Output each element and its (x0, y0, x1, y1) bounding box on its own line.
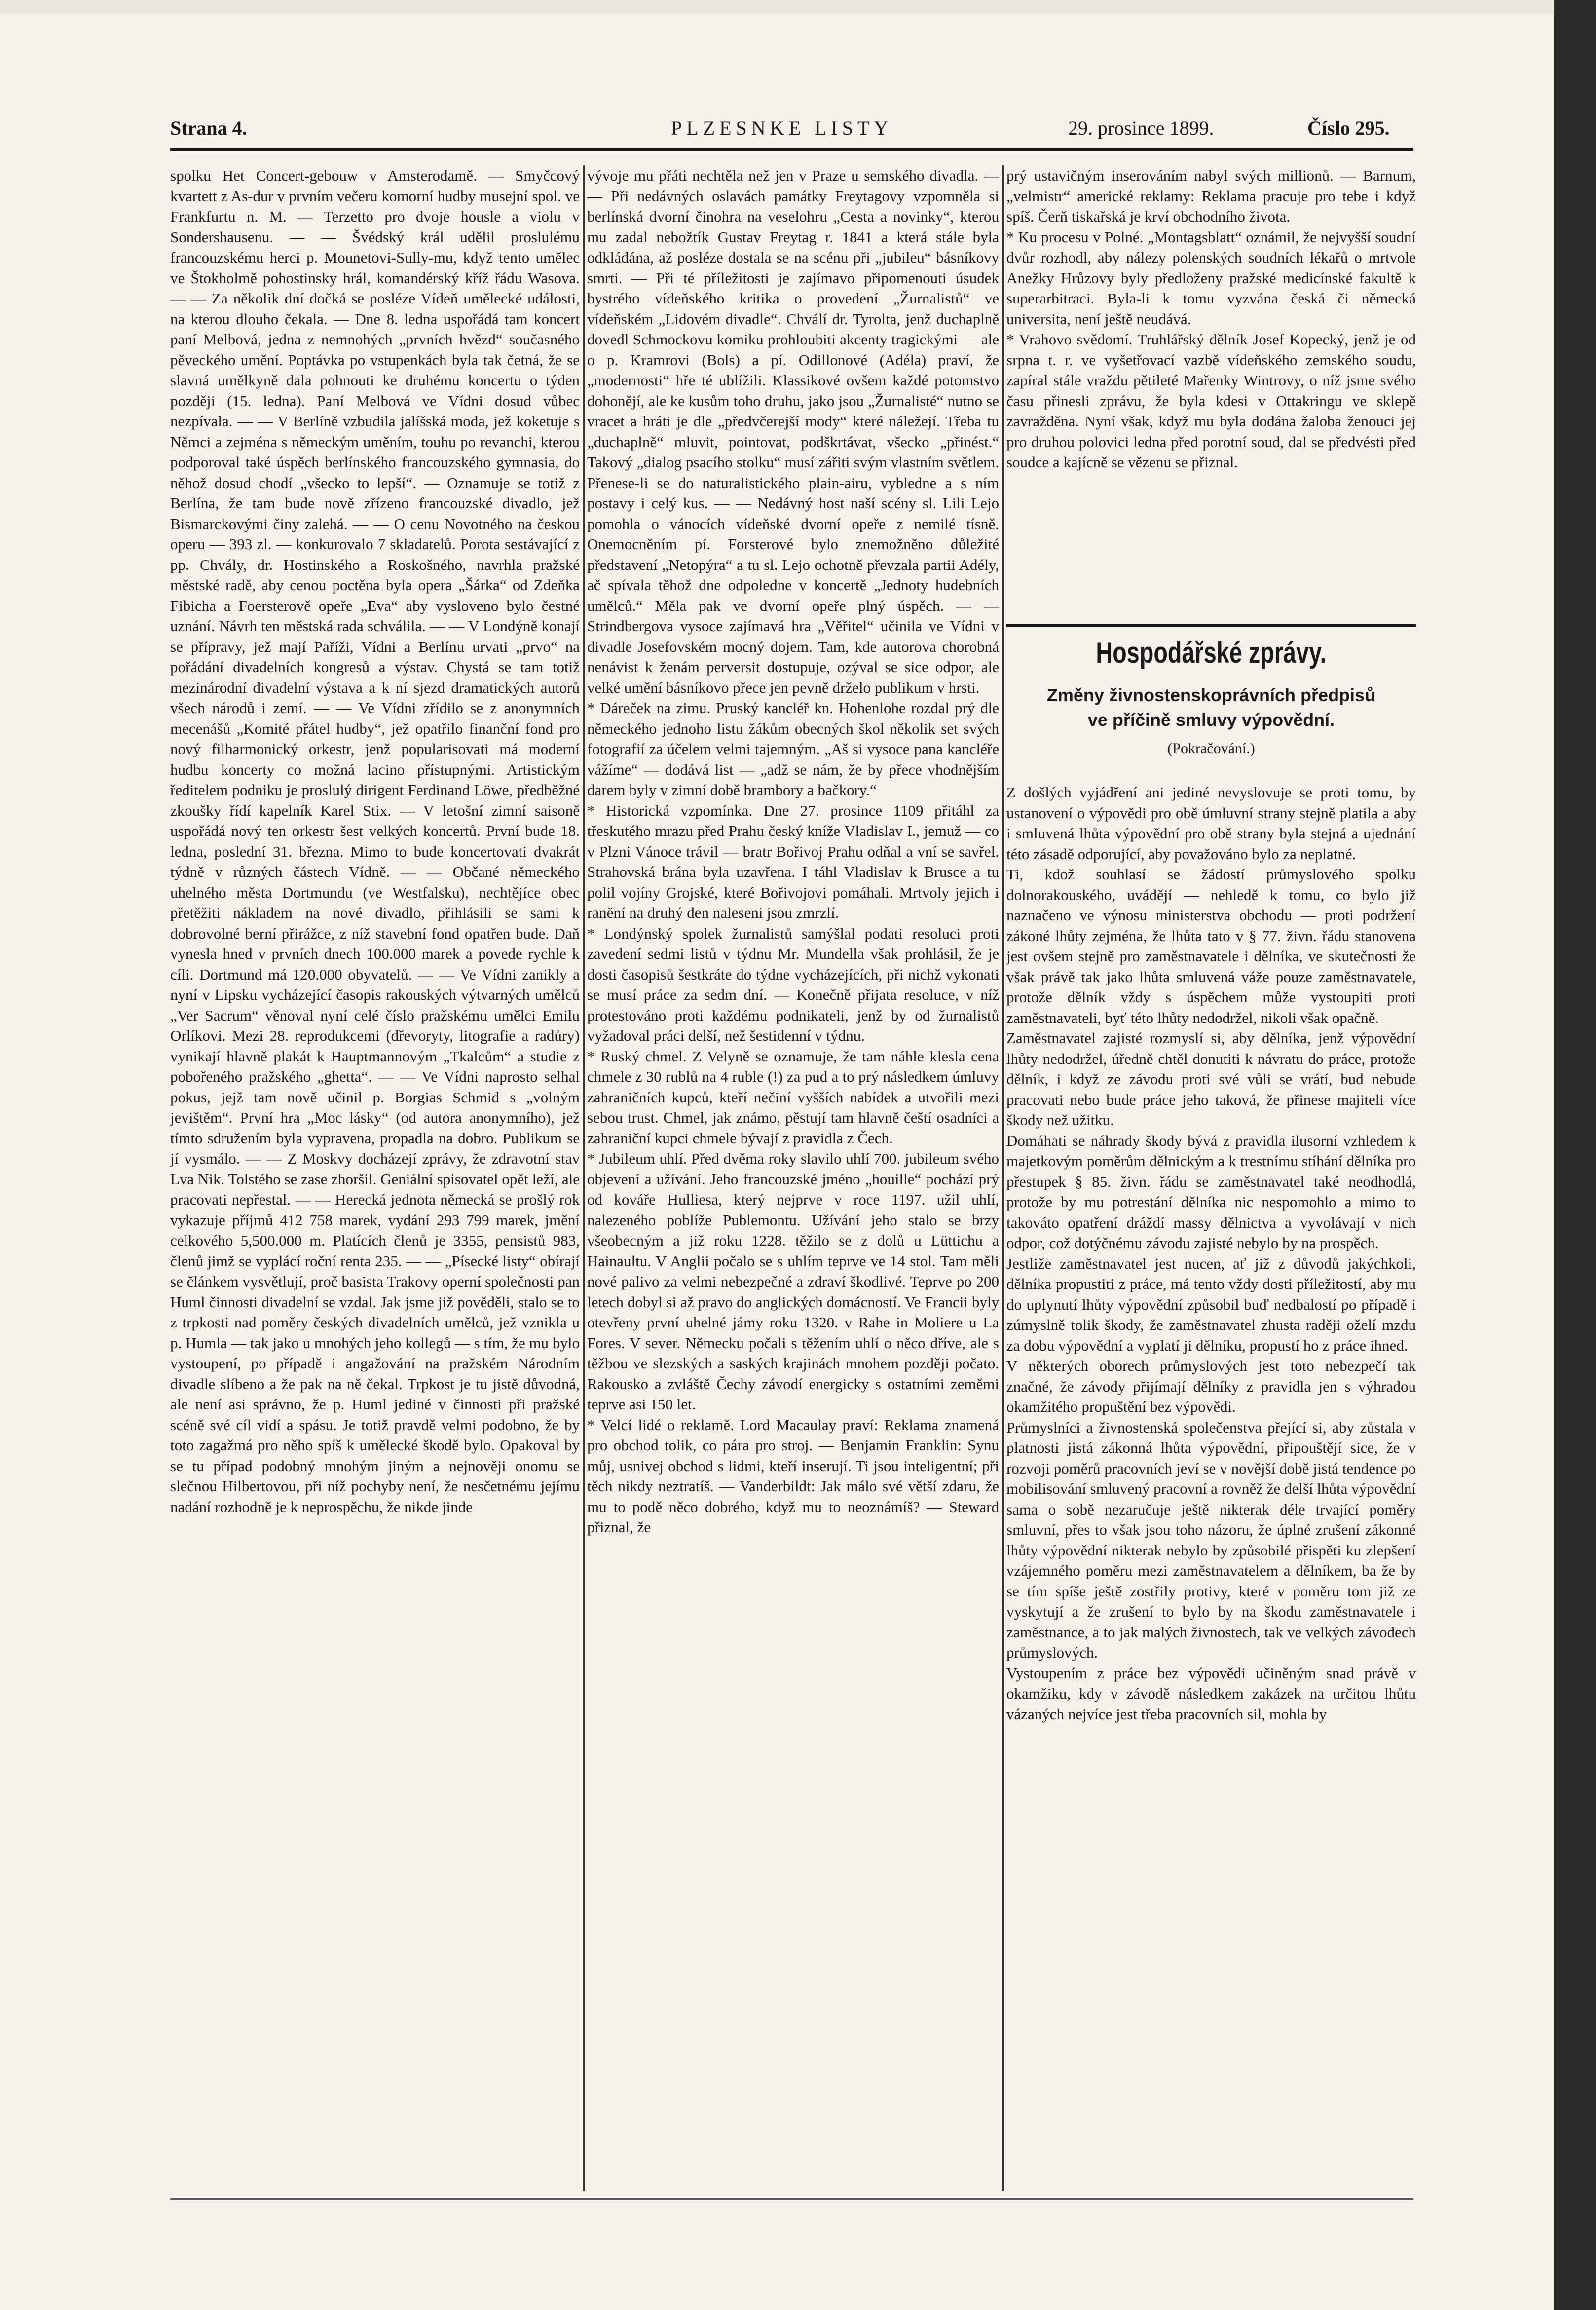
section-heading: Hospodářské zprávy. (1096, 636, 1327, 669)
column-3-article-body: Z došlých vyjádření ani jediné nevyslovuje se proti tomu, by ustanovení o výpovědi pro obě úmluvní strany stejně platila a aby i smluvená lhůta výpovědní pro obě strany byla stejná a ujednání této zásadě odporující, aby považováno bylo za neplatné. Ti, kdož souhlasí se žádostí průmyslového spolku dolnorakouského, uvádějí — nehledě k tomu, co bylo již naznačeno ve výnosu ministerstva obchodu — proti podržení zákoné lhůty zejména, že lhůta tato v § 77. živn. řádu stanovena jest ovšem stejně pro zaměstnavatele i dělníka, ve skutečnosti že však právě tak jako lhůta smluvená váže pouze zaměstnavatele, protože dělník vždy s úspěchem může vystoupiti proti zaměstnavateli, byť této lhůty nedodržel, nikoli však opačně. Zaměstnavatel zajisté rozmyslí si, aby dělníka, jenž výpovědní lhůty nedodržel, úředně chtěl donutiti k návratu do práce, protože dělník, i když ze závodu proti své vůli se vrátí, bud nebude pracovati nebo bude práce jeho taková, že přinese majiteli více škody než užitku. Domáhati se náhrady škody bývá z pravidla ilusorní vzhledem k majetkovým poměrům dělnickým a k trestnímu stíhání dělníka pro přestupek § 85. živn. řádu se zaměstnavatel také neodhodlá, protože by mu potrestání dělníka nic nespomohlo a mimo to takováto opatření dráždí massy dělnictva a vyvolávají v nich odpor, což dotýčnému závodu zajisté nebylo by na prospěch. Jestliže zaměstnavatel jest nucen, ať již z důvodů jakýchkoli, dělníka propustiti z práce, má tento vždy dosti příležitostí, aby mu do uplynutí lhůty výpovědní způsobil buď nedbalostí po případě i zúmyslně tolik škody, že zaměstnavatel zhusta raději oželí mzdu za dobu výpovědní a vyplatí ji dělníku, propustí ho z práce ihned. V některých oborech průmyslových jest toto nebezpečí tak značné, že závody přijímají dělníky z pravidla jen s výhradou okamžitého propuštění bez výpovědi. Průmyslníci a živnostenská společenstva přející si, aby zůstala v platnosti jistá zákonná lhůta výpovědní, připouštějí sice, že v rozvoji poměrů pracovních jeví se v novější době jistá tendence po mobilisování smluvený pracovní a rovněž že delší lhůta výpovědní sama o sobě nezaručuje ještě nikterak déle trvající poměry smluvní, přes to však jsou toho názoru, že úplné zrušení zákonné lhůty výpovědní nikterak nebylo by způsobilé přispěti ku zlepšení vzájemného poměru mezi zaměstnavatelem a dělníkem, ba že by se tím spíše ještě zostřily protivy, které v poměru tom již ze vyskytují a že zrušení to bylo by na škodu zaměstnavatele i zaměstnance, a to jak malých živnostech, tak ve velkých závodech průmyslových. Vystoupením z práce bez výpovědi učiněným snad právě v okamžiku, kdy v závodě následkem zakázek na určitou lhůtu vázaných nejvíce jest třeba pracovních sil, mohla by (1006, 784, 1416, 1723)
column-2-body: vývoje mu přáti nechtěla než jen v Praze u semského divadla. — — Při nedávných oslavách památky Freytagovy vzpomněla si berlínská dvorní činohra na veselohru „Cesta a novinky“, kterou mu zadal nebožtík Gustav Freytag r. 1841 a která stále byla odkládána, až posléze dostala se na scénu při „jubileu“ básníkovy smrti. — Při té příležitosti je zajímavo připomenouti úsudek bystrého vídeňského kritika o provedení „Žurnalistů“ ve vídeňském „Lidovém divadle“. Chválí dr. Tyrolta, jenž duchaplně dovedl Schmockovu komiku prohloubiti akcenty tragickými — ale o p. Kramrovi (Bols) a pí. Odillonové (Adéla) praví, že „modernosti“ hře té ublížili. Klassikové ovšem každé potomstvo dohonějí, ale ke kusům toho druhu, jako jsou „Žurnalisté“ nutno se vracet a hráti je dle „předvčerejší mody“ které náležejí. Třeba tu „duchaplně“ mluvit, pointovat, podškrtávat, všecko „přinést.“ Takový „dialog psacího stolku“ musí zářiti svým vlastním světlem. Přenese-li se do naturalistického plain-airu, vybledne a s ním postavy i celý kus. — — Nedávný host naší scény sl. Lili Lejo pomohla o vánocích vídeňské dvorní opeře z nemilé tísně. Onemocněním pí. Forsterové bylo znemožněno důležité představení „Netopýra“ a tu sl. Lejo ochotně převzala partii Adély, ač spívala těhož dne odpoledne v koncertě „Jednoty hudebních umělců.“ Měla pak ve dvorní opeře plný úspěch. — — Strindbergova vysoce zajímavá hra „Věřitel“ učinila ve Vídni v divadle Josefovském mocný dojem. Tam, kde autorova chorobná nenávist k ženám perversit dostupuje, ozýval se sice odpor, ale velké umění básníkovo přece jen pevně drželo publikum v hrsti. * Dáreček na zimu. Pruský kancléř kn. Hohenlohe rozdal prý dle německého jednoho listu žákům obecných škol několik set svých fotografií za účelem velmi tajemným. „Aš si vysoce pana kancléře vážíme“ — dodává list — „adž se nám, že by přece vhodnějším darem byly v zimní době brambory a bačkory.“ * Historická vzpomínka. Dne 27. prosince 1109 přitáhl za třeskutého mrazu před Prahu český kníže Vladislav I., jemuž — co v Plzni Vánoce trávil — bratr Bořivoj Prahu odňal a vní se savřel. Strahovská brána byla uzavřena. I táhl Vladislav k Brusce a tu polil vojíny Grojské, které Bořivojovi pomáhali. Mrtvoly jejich i ranění na druhý den naleseni jsou zmrzlí. * Londýnský spolek žurnalistů samýšlal podati resoluci proti zavedení sedmi listů v týdnu Mr. Mundella však prohlásil, že je dosti časopisů šestkráte do týdne vycházejících, při nichž vykonati se musí práce za sedm dní. — Konečně přijata resoluce, v níž protestováno proti každému podnikateli, jenž by od žurnalistů vyžadoval práci delší, než šestidenní v týdnu. * Ruský chmel. Z Velyně se oznamuje, že tam náhle klesla cena chmele z 30 rublů na 4 ruble (!) za pud a to prý následkem úmluvy zahraničních kupců, kteří nečiní vyšších nabídek a utvořili mezi sebou trust. Chmel, jak známo, pěstují tam hlavně čeští osadníci a zahraniční kupci chmele bývají z pravidla z Čech. * Jubileum uhlí. Před dvěma roky slavilo uhlí 700. jubileum svého objevení a užívání. Jeho francouzské jméno „houille“ pochází prý od kováře Hulliesa, který nejprve v roce 1197. užil uhlí, nalezeného poblíže Publemontu. Užívání jeho stalo se brzy všeobecným a již roku 1228. těžilo se z dolů u Lüttichu a Hainaultu. V Anglii počalo se s uhlím teprve ve 14 stol. Tam měli nové palivo za velmi nebezpečné a zdraví škodlivé. Teprve po 200 letech dobyl si až pravo do anglických domácností. Ve Francii byly otevřeny první uhelné jámy roku 1320. v Rahe in Moliere u La Fores. V sever. Německu počali s těžením uhlí o něco dříve, ale s těžbou ve slezských a saských krajinách mnohem později počato. Rakousko a zvláště Čechy závodí energicky s ostatními zeměmi teprve asi 150 let. * Velcí lidé o reklamě. Lord Macaulay praví: Reklama znamená pro obchod tolik, co pára pro stroj. — Benjamin Franklin: Synu můj, usnivej obchod s lidmi, kteří inserují. Ti jsou inteligentní; při těch nikdy neztratíš. — Vanderbildt: Jak málo své větší zdaru, že mu to podě něco dobrého, když mu to neoznámíš? — Steward přiznal, že (587, 167, 999, 1536)
section-rule (1006, 624, 1416, 627)
scan-top-margin (0, 0, 1596, 14)
column-3-top-text (1006, 165, 1416, 619)
column-1-body: spolku Het Concert-gebouw v Amsterodamě. — Smyčcový kvartett z As-dur v prvním večeru komorní hudby musejní spol. ve Frankfurtu n. M. — Terzetto pro dvoje housle a violu v Sondershausenu. — — Švédský král udělil proslulému francouzskému herci p. Mounetovi-Sully-mu, když tento umělec ve Štokholmě pohostinsky hrál, komandérský kříž řádu Wasova. — — Za několik dní dočká se posléze Vídeň umělecké události, na kterou dlouho čekala. — Dne 8. ledna uspořádá tam koncert paní Melbová, jedna z nemnohých „prvních hvězd“ současného pěveckého umění. Poptávka po vstupenkách byla tak četná, že se slavná umělkyně dala pohnouti ke druhému koncertu o týden později (15. ledna). Paní Melbová ve Vídni dosud vůbec nezpívala. — — V Berlíně vzbudila jalíšská moda, jež koketuje s Němci a zejména s německým uměním, touhu po revanchi, kterou podporoval také úspěch berlínského francouzského gymnasia, do něhož dosud chodí „všecko to lepší“. — Oznamuje se totiž z Berlína, že tam bude nově zřízeno francouzské divadlo, jež Bismarckovými činy zalehá. — — O cenu Novotného na českou operu — 393 zl. — konkurovalo 7 skladatelů. Porota sestávající z pp. Chvály, dr. Hostinského a Roskošného, navrhla pražské městské radě, aby cenou poctěna byla opera „Šárka“ od Zdeňka Fibicha a Foersterově opeře „Eva“ aby vysloveno bylo čestné uznání. Návrh ten městská rada schválila. — — V Londýně konají se přípravy, jež mají Paříži, Vídni a Berlínu urvati „prvo“ na pořádání divadelních kongresů a výstav. Chystá se tam totiž mezinárodní divadelní výstava a k ní sjezd dramatických autorů všech národů i zemí. — — Ve Vídni zřídilo se z anonymních mecenášů „Komité přátel hudby“, jež opatřilo finanční fond pro nový filharmonický orkestr, jenž popularisovati má moderní hudbu koncerty co možná lacino přístupnými. Artistickým ředitelem podniku je proslulý dirigent Ferdinand Löwe, předběžné zkoušky řídí kapelník Karel Stix. — V letošní zimní saisoně uspořádá nový ten orkestr šest velkých koncertů. První bude 18. ledna, poslední 31. března. Mimo to bude koncertovati dvakrát týdně v různých částech Vídně. — — Občané německého uhelného města Dortmundu (ve Westfalsku), nechtějíce obec přetěžiti nákladem na nové divadlo, přihlásili se sami k dobrovolné berní přirážce, z níž stavební fond opatřen bude. Daň vynesla hned v prvních dnech 100.000 marek a povede rychle k cíli. Dortmund má 120.000 obyvatelů. — — Ve Vídni zanikly a nyní v Lipsku vycházející časopis rakouských výtvarných umělců „Ver Sacrum“ věnoval nyní celé číslo pražskému umělci Emilu Orlíkovi. Mezi 28. reprodukcemi (dřevoryty, litografie a radůry) vynikají hlavně plakát k Hauptmannovým „Tkalcům“ a studie z pobořeného pražského „ghetta“. — — Ve Vídni naprosto selhal pokus, jejž tam nově učinil p. Borgias Schmid s „volným jevištěm“. První hra „Moc lásky“ (od autora anonymního), jež tímto sdružením byla vypravena, propadla na dobro. Publikum se jí vysmálo. — — Z Moskvy docházejí zprávy, že zdravotní stav Lva Nik. Tolstého se zase zhoršil. Geniální spisovatel opět leží, ale pracovati nepřestal. — — Herecká jednota německá se prošlý rok vykazuje příjmů 412 758 marek, vydání 293 799 marek, jmění celkového 5,500.000 m. Platících členů je 3355, pensistů 983, členů jimž se vyplácí roční renta 235. — — „Písecké listy“ obírají se článkem vysvětlují, proč basista Trakovy operní společnosti pan Huml činnosti divadelní se vzdal. Jak jsme již pověděli, stalo se to z trpkosti nad poměry českých divadelních umělců, jež vznikla u p. Humla — tak jako u mnohých jeho kollegů — s tím, že mu bylo vystoupení, po případě i angažování na pražském Národním divadle slíbeno a že pak na ně čekal. Trpkost je tu jistě důvodná, ale není asi správno, že p. Huml jediné v činnosti při pražské scéně své cíl vidí a spásu. Je totiž pravdě velmi podobno, že by toto zagažmá pro něho spíš k umělecké škodě bylo. Opakoval by se tu případ podobný mnohým jiným a nejnověji onomu se slečnou Hilbertovou, při níž pochyby není, že nesčetnému jejímu nadání rozhodně je k neprospěchu, že nikde jinde (170, 167, 580, 1515)
column-3-top-body: prý ustavičným inserováním nabyl svých millionů. — Barnum, „velmistr“ americké reklamy: Reklama pracuje pro tebe i když spíš. Čerň tiskařská je krví obchodního života. * Ku procesu v Polné. „Montagsblatt“ oznámil, že nejvyšší soudní dvůr rozhodl, aby nálezy polenských soudních lékařů o mrtvole Anežky Hrůzovy byly předloženy pražské medicínské fakultě k superarbitraci. Byla-li k tomu vyzvána česká či německá universita, není ještě neudává. * Vrahovo svědomí. Truhlářský dělník Josef Kopecký, jenž je od srpna t. r. ve vyšetřovací vazbě vídeňského zemského soudu, zapíral stále vraždu pětileté Mařenky Wintrovy, o níž jsme svého času přinesli zprávu, že byla kdesi v Ottakringu ve sklepě zavražděna. Nyní však, když mu byla dodána žaloba ženouci jej pro druhou polovici ledna před porotní soud, dal se předvésti před soudce a kajícně se vězenu se přiznal. (1006, 167, 1416, 471)
page-number: Strana 4. (170, 117, 247, 139)
column-2-text (587, 165, 999, 2196)
scan-right-edge (1554, 0, 1596, 2310)
footer-rule (170, 2198, 1413, 2200)
page-header (170, 113, 1413, 147)
column-divider (583, 165, 585, 2191)
column-3-article-text (1006, 782, 1416, 2198)
article-subheading-line-1: Změny živnostenskoprávních předpisů (1046, 685, 1376, 705)
header-rule (170, 148, 1413, 151)
article-subheading-line-2: ve příčině smluvy výpovědní. (1087, 710, 1335, 730)
newspaper-title: PLZESNKE LISTY (671, 117, 893, 139)
column-divider (1002, 165, 1004, 2191)
issue-number: Číslo 295. (1307, 117, 1390, 139)
continued-note: (Pokračování.) (1167, 740, 1255, 757)
issue-date: 29. prosince 1899. (1068, 117, 1214, 139)
column-1-text (170, 165, 580, 2196)
